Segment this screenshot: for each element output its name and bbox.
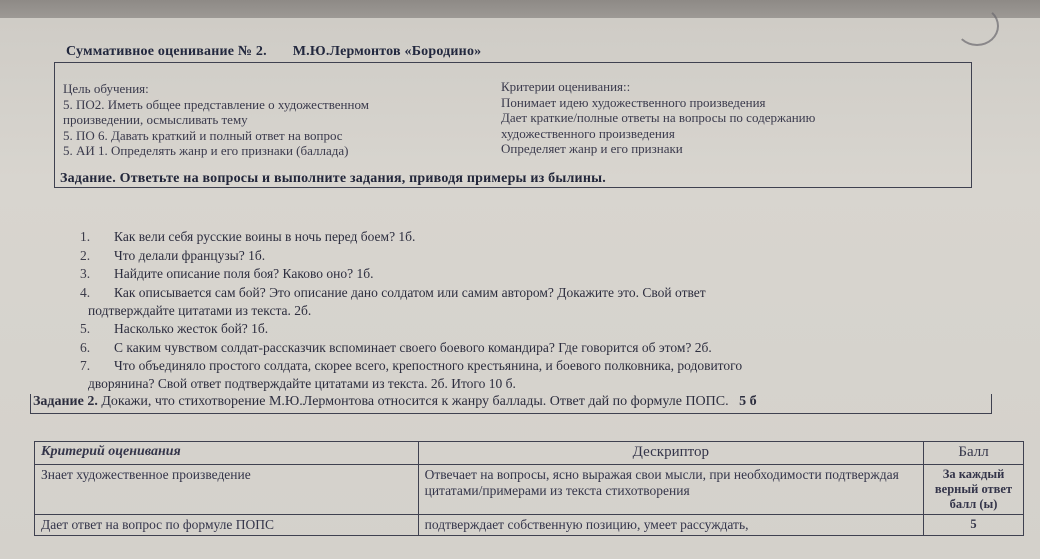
title-assessment: Суммативное оценивание № 2. — [66, 44, 267, 59]
cell-descriptor: подтверждает собственную позицию, умеет рассуждать, — [418, 515, 923, 536]
criterion-line: Определяет жанр и его признаки — [501, 141, 683, 157]
question-continuation: подтверждайте цитатами из текста. 2б. — [88, 302, 312, 318]
question-text: Как описывается сам бой? Это описание дано солдатом или самим автором? Докажите это. Свой ответ — [114, 284, 706, 300]
question-text: С каким чувством солдат-рассказчик вспоминает своего боевого командира? Где говорится об этом? 2б. — [114, 339, 712, 355]
task2-points: 5 б — [739, 394, 757, 409]
task1-heading: Задание. Ответьте на вопросы и выполните задания, приводя примеры из былины. — [60, 171, 606, 186]
header-criterion: Критерий оценивания — [35, 442, 419, 465]
question-list — [80, 228, 980, 394]
question-item — [80, 357, 980, 393]
question-number: 3. — [80, 266, 91, 281]
goals-label: Цель обучения: — [63, 81, 149, 96]
task2-label: Задание 2. — [33, 394, 98, 409]
question-number: 1. — [80, 229, 91, 244]
criteria-label: Критерии оценивания:: — [501, 79, 631, 94]
question-text: Что объединяло простого солдата, скорее всего, крепостного крестьянина, и боевого полковника, родовитого — [114, 358, 743, 373]
question-item — [80, 265, 980, 283]
table-row — [35, 465, 1024, 515]
question-number: 2. — [80, 247, 91, 263]
header-descriptor: Дескриптор — [418, 442, 923, 465]
question-continuation: дворянина? Свой ответ подтверждайте цитатами из текста. 2б. Итого 10 б. — [88, 376, 516, 391]
criteria-table — [34, 441, 1024, 536]
criterion-line: художественного произведения — [501, 125, 675, 141]
question-text: Что делали французы? 1б. — [114, 247, 266, 263]
cell-criterion: Дает ответ на вопрос по формуле ПОПС — [35, 515, 419, 536]
cell-score: 5 — [924, 515, 1024, 536]
question-number: 6. — [80, 339, 91, 355]
page-title — [66, 44, 481, 60]
table-header-row — [35, 442, 1024, 465]
goals-criteria-box — [54, 62, 972, 188]
learning-goals — [63, 81, 493, 159]
question-item — [80, 228, 980, 246]
question-item — [80, 339, 980, 357]
table-row — [35, 515, 1024, 536]
criterion-line: Понимает идею художественного произведения — [501, 94, 766, 110]
task2-statement — [30, 394, 992, 414]
goal-line: 5. ПО 6. Давать краткий и полный ответ на вопрос — [63, 127, 343, 143]
criterion-line: Дает краткие/полные ответы на вопросы по содержанию — [501, 110, 816, 126]
header-score: Балл — [924, 442, 1024, 465]
cell-descriptor: Отвечает на вопросы, ясно выражая свои мысли, при необходимости подтверждая цитатами/примерами из текста стихотворения — [418, 465, 923, 515]
goal-line: произведении, осмысливать тему — [63, 112, 248, 128]
question-number: 4. — [80, 284, 91, 300]
question-text: Как вели себя русские воины в ночь перед боем? 1б. — [114, 229, 416, 244]
question-item — [80, 284, 980, 320]
assessment-criteria — [501, 79, 971, 157]
question-item — [80, 320, 980, 338]
question-number: 5. — [80, 321, 91, 336]
task2-text: Докажи, что стихотворение М.Ю.Лермонтова относится к жанру баллады. Ответ дай по формуле ПОПС. — [97, 394, 729, 409]
question-number: 7. — [80, 358, 91, 373]
worksheet-page — [0, 18, 1040, 559]
goal-line: 5. АИ 1. Определять жанр и его признаки (баллада) — [63, 143, 349, 159]
question-text: Найдите описание поля боя? Каково оно? 1б. — [114, 266, 374, 281]
goal-line: 5. ПО2. Иметь общее представление о художественном — [63, 96, 369, 112]
question-text: Насколько жесток бой? 1б. — [114, 321, 269, 336]
cell-criterion: Знает художественное произведение — [35, 465, 419, 515]
pen-mark — [955, 6, 999, 46]
question-item — [80, 247, 980, 265]
title-work: М.Ю.Лермонтов «Бородино» — [292, 44, 482, 59]
cell-score: За каждый верный ответ балл (ы) — [924, 465, 1024, 515]
